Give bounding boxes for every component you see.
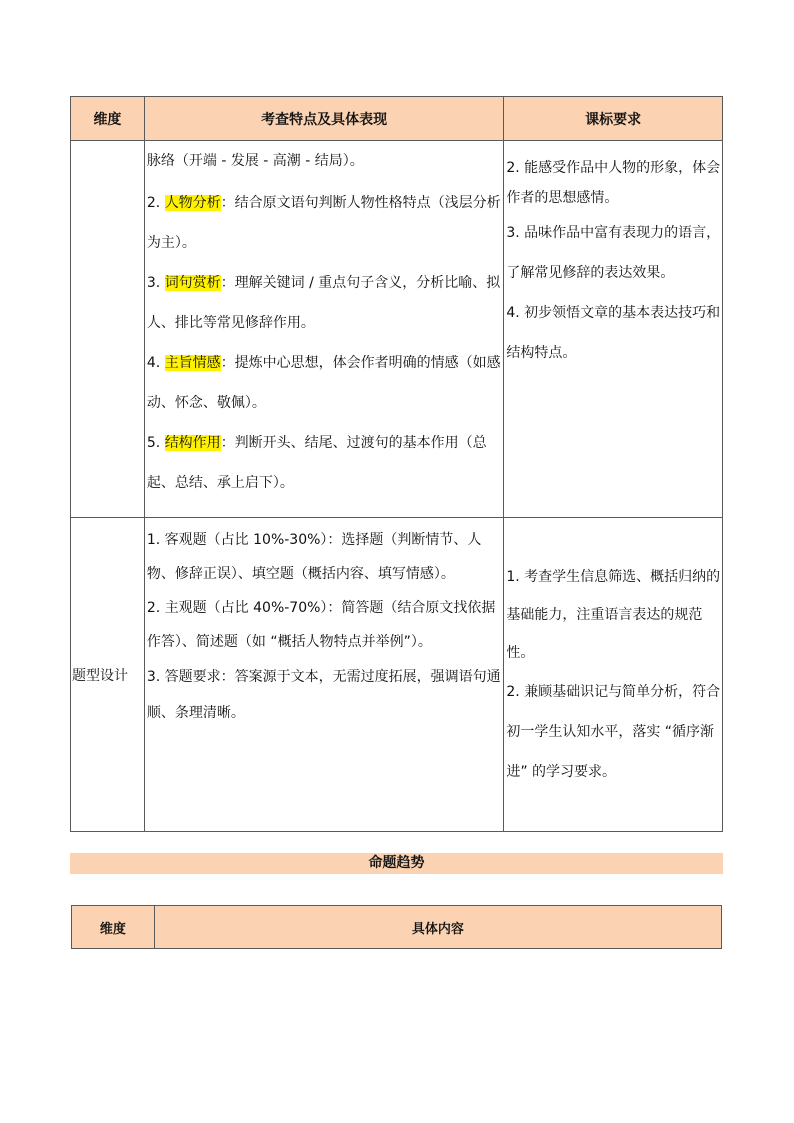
table-row bbox=[71, 518, 723, 832]
header-features: 考查特点及具体表现 bbox=[144, 97, 503, 141]
section-title: 命题趋势 bbox=[70, 853, 723, 874]
requirements-cell bbox=[504, 518, 723, 832]
row-dimension: 题型设计 bbox=[71, 518, 145, 832]
highlight-keyword: 词句赏析 bbox=[164, 275, 221, 291]
header-dimension: 维度 bbox=[72, 906, 155, 949]
table-header-row bbox=[72, 906, 722, 949]
exam-feature-table bbox=[70, 96, 723, 832]
highlight-keyword: 结构作用 bbox=[164, 435, 221, 451]
feature-item: 5. 结构作用：判断开头、结尾、过渡句的基本作用（总起、总结、承上启下）。 bbox=[146, 435, 487, 491]
requirement-item: 1. 考查学生信息筛选、概括归纳的基础能力，注重语言表达的规范性。 bbox=[506, 568, 721, 661]
requirement-item: 4. 初步领悟文章的基本表达技巧和结构特点。 bbox=[506, 305, 721, 361]
requirement-item: 3. 品味作品中富有表现力的语言，了解常见修辞的表达效果。 bbox=[506, 225, 721, 281]
row-dimension bbox=[71, 141, 145, 518]
table-row bbox=[71, 141, 723, 518]
table-header-row bbox=[71, 97, 723, 141]
highlight-keyword: 主旨情感 bbox=[164, 355, 221, 371]
requirement-item: 2. 兼顾基础识记与简单分析，符合初一学生认知水平，落实 “循序渐进” 的学习要求。 bbox=[506, 683, 721, 780]
feature-line: 脉络（开端 - 发展 - 高潮 - 结局）。 bbox=[146, 153, 364, 169]
feature-item: 2. 人物分析：结合原文语句判断人物性格特点（浅层分析为主）。 bbox=[146, 195, 501, 251]
trend-table bbox=[71, 905, 722, 949]
highlight-keyword: 人物分析 bbox=[164, 195, 221, 211]
header-dimension: 维度 bbox=[71, 97, 145, 141]
feature-item: 4. 主旨情感：提炼中心思想，体会作者明确的情感（如感动、怀念、敬佩）。 bbox=[146, 355, 501, 411]
feature-item: 1. 客观题（占比 10%-30%）：选择题（判断情节、人物、修辞正误）、填空题（概括内容、填写情感）。 bbox=[146, 532, 482, 582]
feature-item: 2. 主观题（占比 40%-70%）：简答题（结合原文找依据作答）、简述题（如 “概括人物特点并举例”）。 bbox=[146, 600, 496, 650]
features-cell bbox=[144, 141, 503, 518]
features-cell bbox=[144, 518, 503, 832]
feature-item: 3. 词句赏析：理解关键词 / 重点句子含义，分析比喻、拟人、排比等常见修辞作用。 bbox=[146, 275, 501, 331]
header-requirements: 课标要求 bbox=[504, 97, 723, 141]
requirement-item: 2. 能感受作品中人物的形象，体会作者的思想感情。 bbox=[506, 160, 721, 206]
header-content: 具体内容 bbox=[154, 906, 721, 949]
feature-item: 3. 答题要求：答案源于文本，无需过度拓展，强调语句通顺、条理清晰。 bbox=[146, 669, 501, 721]
requirements-cell bbox=[504, 141, 723, 518]
